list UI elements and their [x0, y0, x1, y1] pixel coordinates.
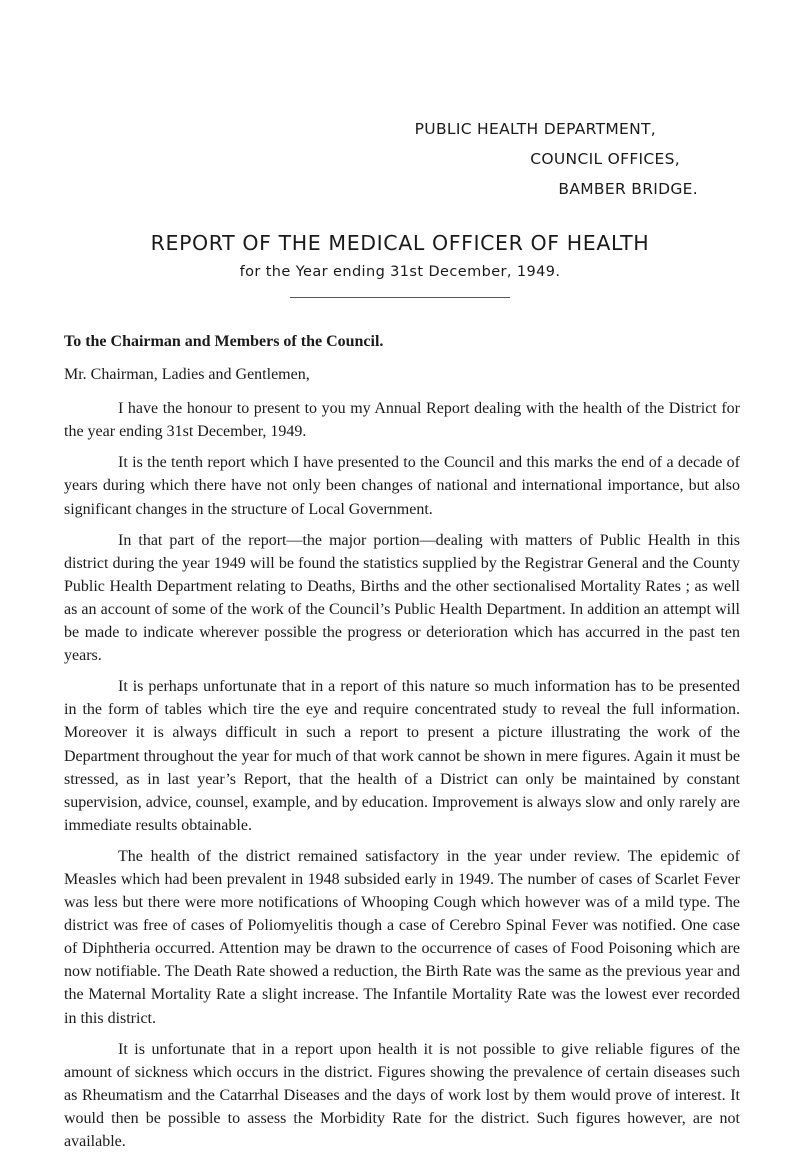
divider-rule [290, 297, 510, 298]
address-block [415, 114, 698, 204]
offices-line: COUNCIL OFFICES, [530, 150, 680, 168]
salutation: Mr. Chairman, Ladies and Gentlemen, [64, 366, 310, 384]
paragraph: It is perhaps unfortunate that in a report of this nature so much information has to be presented in the form of tables which tire the eye and require concentrated study to reveal the full information. Moreover it is always difficult in such a report to present a picture illustrating the work of the Department throughout the year for much of that work cannot be shown in mere figures. Again it must be stressed, as in last year’s Report, that the health of a District can only be maintained by constant supervision, advice, counsel, example, and by education. Improvement is always slow and only rarely are immediate results obtainable. [64, 678, 740, 834]
letter-body [64, 330, 740, 1161]
paragraph: The health of the district remained satisfactory in the year under review. The epidemic of Measles which had been prevalent in 1948 subsided early in 1949. The number of cases of Scarlet Fever was less but there were more notifications of Whooping Cough which however was of a mild type. The district was free of cases of Poliomyelitis though a case of Cerebro Spinal Fever was notified. One case of Diphtheria occurred. Attention may be drawn to the occurrence of cases of Food Poisoning which are now notifiable. The Death Rate showed a reduction, the Birth Rate was the same as the previous year and the Maternal Mortality Rate a slight increase. The Infantile Mortality Rate was the lowest ever recorded in this district. [64, 847, 740, 1027]
paragraph: It is unfortunate that in a report upon health it is not possible to give reliable figures of the amount of sickness which occurs in the district. Figures showing the prevalence of certain diseases such as Rheumatism and the Catarrhal Diseases and the days of work lost by them would prove of interest. It would then be possible to assess the Morbidity Rate for the district. Such figures however, are not available. [64, 1040, 740, 1150]
paragraph: I have the honour to present to you my Annual Report dealing with the health of the District for the year ending 31st December, 1949. [64, 400, 740, 441]
report-title: REPORT OF THE MEDICAL OFFICER OF HEALTH [150, 231, 650, 255]
place-line: BAMBER BRIDGE. [558, 180, 698, 198]
report-subtitle: for the Year ending 31st December, 1949. [239, 264, 561, 280]
addressee-heading: To the Chairman and Members of the Council. [64, 333, 384, 350]
department-line: PUBLIC HEALTH DEPARTMENT, [414, 120, 656, 138]
paragraph: In that part of the report—the major portion—dealing with matters of Public Health in this district during the year 1949 will be found the statistics supplied by the Registrar General and the County Public Health Department relating to Deaths, Births and the other sectionalised Mortality Rates ; as well as an account of some of the work of the Council’s Public Health Department. In addition an attempt will be made to indicate wherever possible the progress or deterioration which has accurred in the past ten years. [64, 531, 740, 665]
paragraph: It is the tenth report which I have presented to the Council and this marks the end of a decade of years during which there have not only been changes of national and international importance, but also significant changes in the structure of Local Government. [64, 454, 740, 518]
